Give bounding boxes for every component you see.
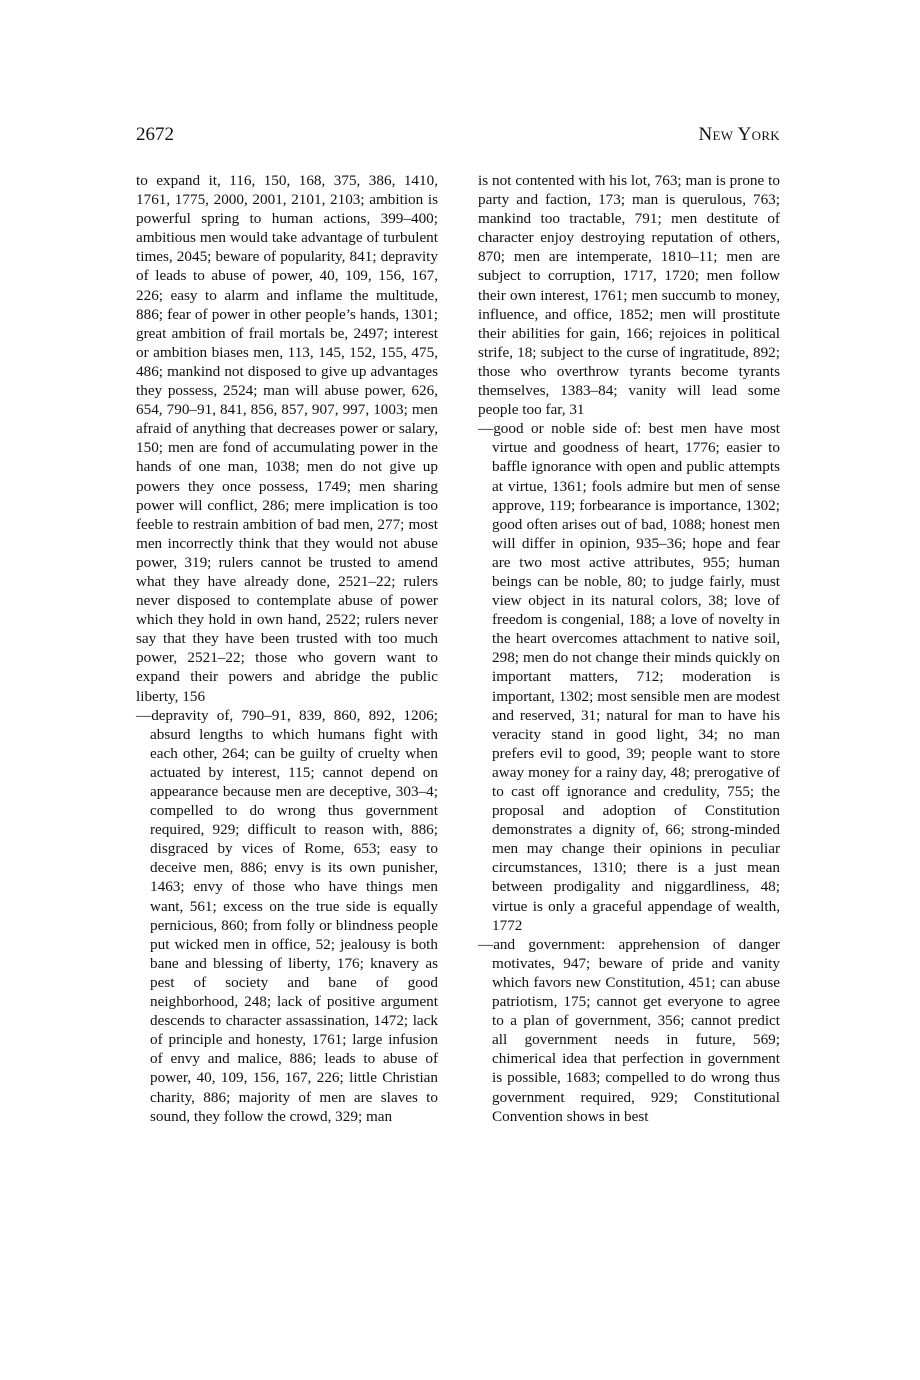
index-entry: is not contented with his lot, 763; man is prone to party and faction, 173; man is querulous, 763; mankind too tractable, 791; men destitute of character enjoy destroying reputation of others, 870; men are intemperate, 1810–11; men are subject to corruption, 1717, 1720; men follow their own interest, 1761; men succumb to money, influence, and office, 1852; men will prostitute their abilities for gain, 166; rejoices in political strife, 18; subject to the curse of ingratitude, 892; those who overthrow tyrants become tyrants themselves, 1383–84; vanity will lead some people too far, 31 (478, 172, 780, 419)
running-head: New York (698, 124, 780, 145)
index-column-left (136, 171, 438, 1126)
page-number: 2672 (136, 124, 174, 145)
index-entry: to expand it, 116, 150, 168, 375, 386, 1410, 1761, 1775, 2000, 2001, 2101, 2103; ambition is powerful spring to human actions, 399–400; ambitious men would take advantage of turbulent times, 2045; beware of popularity, 841; depravity of leads to abuse of power, 40, 109, 156, 167, 226; easy to alarm and inflame the multitude, 886; fear of power in other people’s hands, 1301; great ambition of frail mortals be, 2497; interest or ambition biases men, 113, 145, 152, 155, 475, 486; mankind not disposed to give up advantages they possess, 2524; man will abuse power, 626, 654, 790–91, 841, 856, 857, 907, 997, 1003; men afraid of anything that decreases power or salary, 150; men are fond of accumulating power in the hands of one man, 1038; men do not give up powers they once possess, 1749; men sharing power will conflict, 286; mere implication is too feeble to restrain ambition of bad men, 277; most men incorrectly think that they would not abuse power, 319; rulers cannot be trusted to amend what they have already done, 2521–22; rulers never disposed to contemplate abuse of power which they hold in own hand, 2522; rulers never say that they have been trusted with too much power, 2521–22; those who govern want to expand their powers and abridge the public liberty, 156 (136, 172, 438, 705)
index-subentry: —good or noble side of: best men have most virtue and goodness of heart, 1776; easier to baffle ignorance with open and public attempts at virtue, 1361; fools admire but men of sense approve, 119; forbearance is importance, 1302; good often arises out of bad, 1088; honest men will differ in opinion, 935–36; hope and fear are two most active attributes, 955; human beings can be noble, 80; to judge fairly, must view object in its natural colors, 38; love of freedom is congenial, 188; a love of novelty in the heart overcomes attachment to native soil, 298; men do not change their minds quickly on important matters, 712; moderation is important, 1302; most sensible men are modest and reserved, 31; natural for man to have his veracity stand in good light, 34; no man prefers evil to good, 39; people want to store away money for a rainy day, 48; prerogative of to cast off ignorance and credulity, 755; the proposal and adoption of Constitution demonstrates a dignity of, 66; strong-minded men may change their opinions in peculiar circumstances, 1310; there is a just mean between prodigality and niggardliness, 48; virtue is only a graceful appendage of wealth, 1772 (478, 420, 780, 934)
index-subentry: —depravity of, 790–91, 839, 860, 892, 1206; absurd lengths to which humans fight with each other, 264; can be guilty of cruelty when actuated by interest, 115; cannot depend on appearance because men are deceptive, 303–4; compelled to do wrong thus government required, 929; difficult to reason with, 886; disgraced by vices of Rome, 653; easy to deceive men, 886; envy is its own punisher, 1463; envy of those who have things men want, 561; excess on the true side is equally pernicious, 860; from folly or blindness people put wicked men in office, 52; jealousy is both bane and blessing of liberty, 176; knavery as pest of society and bane of good neighborhood, 248; lack of positive argument descends to character assassination, 1472; lack of principle and honesty, 1761; large infusion of envy and malice, 886; leads to abuse of power, 40, 109, 156, 167, 226; little Christian charity, 886; majority of men are slaves to sound, they follow the crowd, 329; man (136, 706, 438, 1125)
index-column-right (478, 171, 780, 1126)
page-header (136, 124, 780, 150)
index-subentry: —and government: apprehension of danger motivates, 947; beware of pride and vanity which favors new Constitution, 451; can abuse patriotism, 175; cannot get everyone to agree to a plan of government, 356; cannot predict all government needs in future, 569; chimerical idea that perfection in government is possible, 1683; compelled to do wrong thus government required, 929; Constitutional Convention shows in best (478, 935, 780, 1125)
